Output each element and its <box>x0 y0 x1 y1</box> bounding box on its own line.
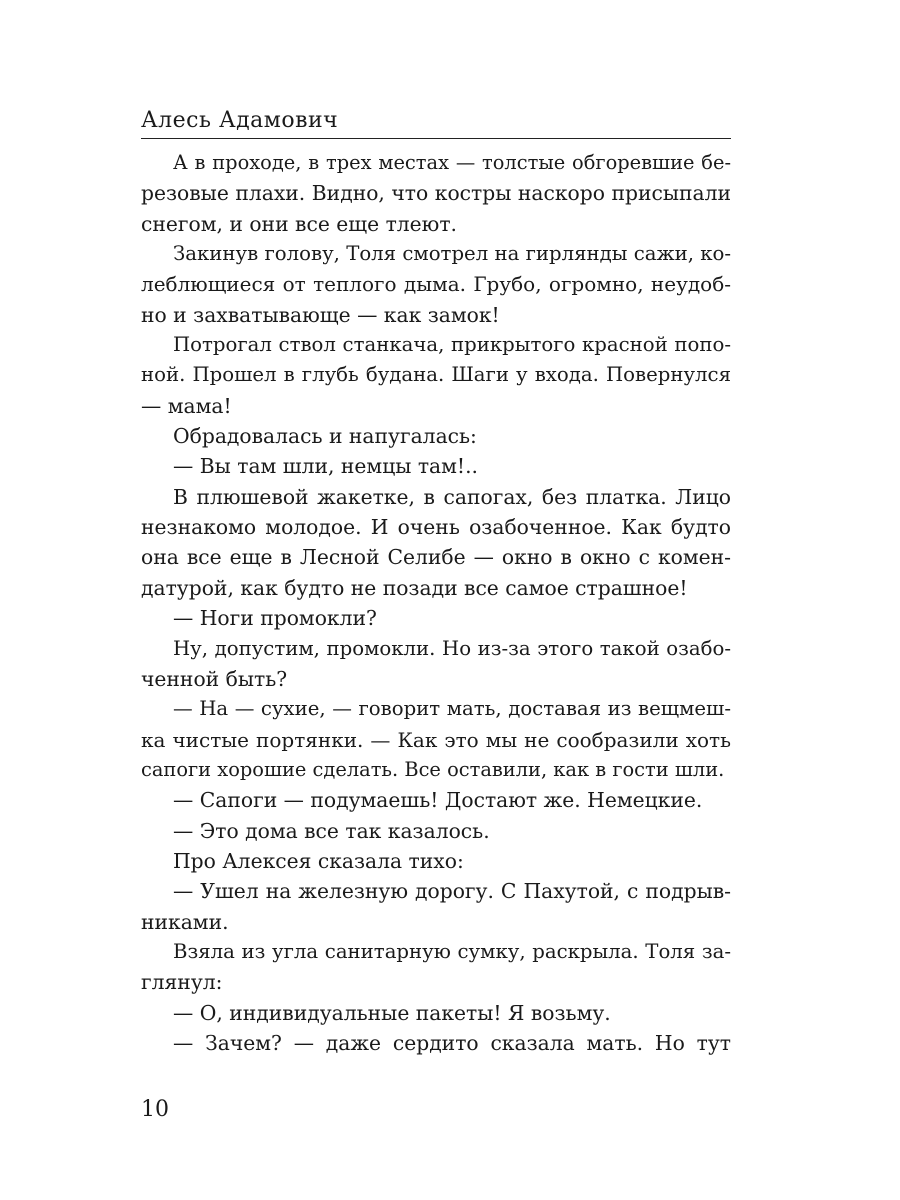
text-line: — Сапоги — подумаешь! Достают же. Немецкие. <box>173 788 703 813</box>
text-line: никами. <box>141 909 229 934</box>
body-text <box>141 148 731 1058</box>
text-line: леблющиеся от теплого дыма. Грубо, огромно, неудоб- <box>141 272 731 297</box>
text-line: — О, индивидуальные пакеты! Я возьму. <box>173 1000 611 1025</box>
text-line: — Вы там шли, немцы там!.. <box>173 454 478 479</box>
page-number: 10 <box>141 1097 169 1122</box>
text-line: Обрадовалась и напугалась: <box>173 424 477 449</box>
running-header <box>141 106 731 139</box>
text-line: — На — сухие, — говорит мать, доставая из вещмеш- <box>173 697 731 721</box>
text-line: Закинув голову, Толя смотрел на гирлянды сажи, ко- <box>173 242 732 266</box>
text-line: Про Алексея сказала тихо: <box>173 848 464 873</box>
text-line: ка чистые портянки. — Как это мы не сообразили хоть <box>141 727 731 752</box>
text-line: — Это дома все так казалось. <box>173 818 490 843</box>
text-line: глянул: <box>141 970 223 995</box>
text-line: снегом, и они все еще тлеют. <box>141 211 458 236</box>
text-line: сапоги хорошие сделать. Все оставили, как в гости шли. <box>141 757 725 781</box>
text-line: — мама! <box>141 393 232 418</box>
text-line: — Ноги промокли? <box>173 606 377 631</box>
text-line: незнакомо молодое. И очень озабоченное. Как будто <box>141 515 731 540</box>
text-line: датурой, как будто не позади все самое страшное! <box>141 575 688 600</box>
text-line: Потрогал ствол станкача, прикрытого красной попо- <box>173 333 731 357</box>
author-name: Алесь Адамович <box>141 108 339 133</box>
text-line: В плюшевой жакетке, в сапогах, без платка. Лицо <box>173 484 731 509</box>
text-line: А в проходе, в трех местах — толстые обгоревшие бе- <box>173 151 731 174</box>
text-line: — Зачем? — даже сердито сказала мать. Но тут <box>173 1030 731 1055</box>
text-line: она все еще в Лесной Селибе — окно в окно с комен- <box>141 545 731 570</box>
text-line: — Ушел на железную дорогу. С Пахутой, с подрыв- <box>173 879 731 904</box>
text-line: но и захватывающе — как замок! <box>141 302 500 327</box>
text-line: резовые плахи. Видно, что костры наскоро присыпали <box>141 181 731 206</box>
text-line: ной. Прошел в глубь будана. Шаги у входа. Повернулся <box>141 363 731 387</box>
text-line: Взяла из угла санитарную сумку, раскрыла. Толя за- <box>173 939 731 963</box>
text-line: Ну, допустим, промокли. Но из-за этого такой озабо- <box>173 636 731 660</box>
text-line: ченной быть? <box>141 666 288 691</box>
